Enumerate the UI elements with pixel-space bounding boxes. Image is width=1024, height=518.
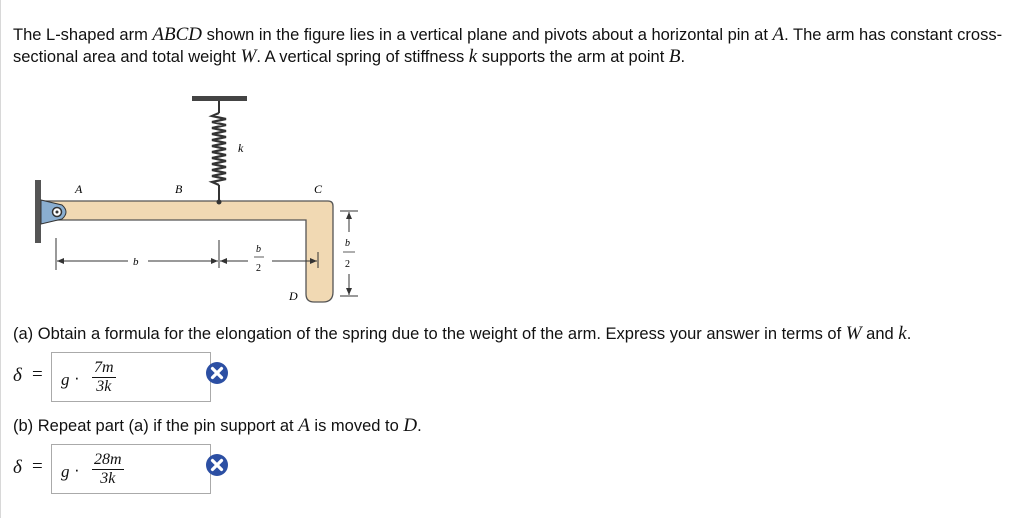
answer-denominator: 3k <box>96 378 112 395</box>
answer-g: g <box>61 370 70 389</box>
intro-text: . A vertical spring of stiffness <box>256 48 469 66</box>
answer-dot: · <box>74 368 80 387</box>
question-text: . <box>906 325 912 343</box>
equals-sign: = <box>32 456 43 477</box>
intro-text: . <box>680 48 686 66</box>
pin-a-center <box>56 211 59 214</box>
spring-attach-b <box>217 200 222 205</box>
label-c: C <box>314 182 323 196</box>
label-b: B <box>175 182 183 196</box>
incorrect-icon <box>205 361 229 385</box>
var-k: k <box>898 323 907 344</box>
delta-symbol: δ <box>13 365 22 386</box>
delta-symbol: δ <box>13 457 22 478</box>
question-text: and <box>861 325 899 343</box>
part-a-answer-input[interactable] <box>51 352 211 402</box>
dim-arrow <box>220 258 227 264</box>
ceiling <box>192 96 247 101</box>
intro-text: The L-shaped arm <box>13 26 153 44</box>
part-a-question <box>13 323 911 345</box>
question-text: (b) Repeat part (a) if the pin support at <box>13 417 299 435</box>
dim-arrow <box>57 258 64 264</box>
dim-arrow <box>211 258 218 264</box>
dim-arrow <box>346 212 352 219</box>
dim-label-vert-num: b <box>345 238 350 249</box>
label-a: A <box>75 182 83 196</box>
spring-coil <box>212 113 226 185</box>
dim-label-vert-den: 2 <box>345 259 350 270</box>
answer-denominator: 3k <box>100 470 116 487</box>
label-d: D <box>289 289 298 303</box>
wall <box>35 180 41 243</box>
question-text: . <box>417 417 422 435</box>
answer-dot: · <box>74 460 80 479</box>
answer-numerator: 28m <box>94 451 122 468</box>
support-point: B <box>668 46 681 67</box>
intro-text: . The arm has constant cross-sectional area and total weight <box>13 26 1003 66</box>
stiffness-symbol: k <box>468 46 478 67</box>
point-d: D <box>403 415 418 436</box>
incorrect-icon <box>205 453 229 477</box>
answer-numerator: 7m <box>94 359 114 376</box>
dim-arrow <box>346 288 352 295</box>
intro-text: shown in the figure lies in a vertical plane and pivots about a horizontal pin at <box>202 26 773 44</box>
dim-label-half-num: b <box>256 244 261 255</box>
equals-sign: = <box>32 364 43 385</box>
label-k: k <box>238 141 244 155</box>
arm-name: ABCD <box>152 24 203 45</box>
pin-point: A <box>772 24 785 45</box>
weight-symbol: W <box>240 46 257 67</box>
question-text: is moved to <box>309 417 404 435</box>
dim-label-half-den: 2 <box>256 263 261 274</box>
intro-text: supports the arm at point <box>477 48 669 66</box>
part-b-question <box>13 415 422 437</box>
answer-g: g <box>61 462 70 481</box>
arm-body <box>44 201 333 302</box>
answer-fraction <box>92 451 124 488</box>
dim-label-b: b <box>133 256 139 268</box>
question-text: (a) Obtain a formula for the elongation of the spring due to the weight of the arm. Express your answer in terms of <box>13 325 846 343</box>
answer-fraction <box>92 359 116 396</box>
point-a: A <box>298 415 310 436</box>
part-b-answer-input[interactable] <box>51 444 211 494</box>
var-w: W <box>845 323 862 344</box>
